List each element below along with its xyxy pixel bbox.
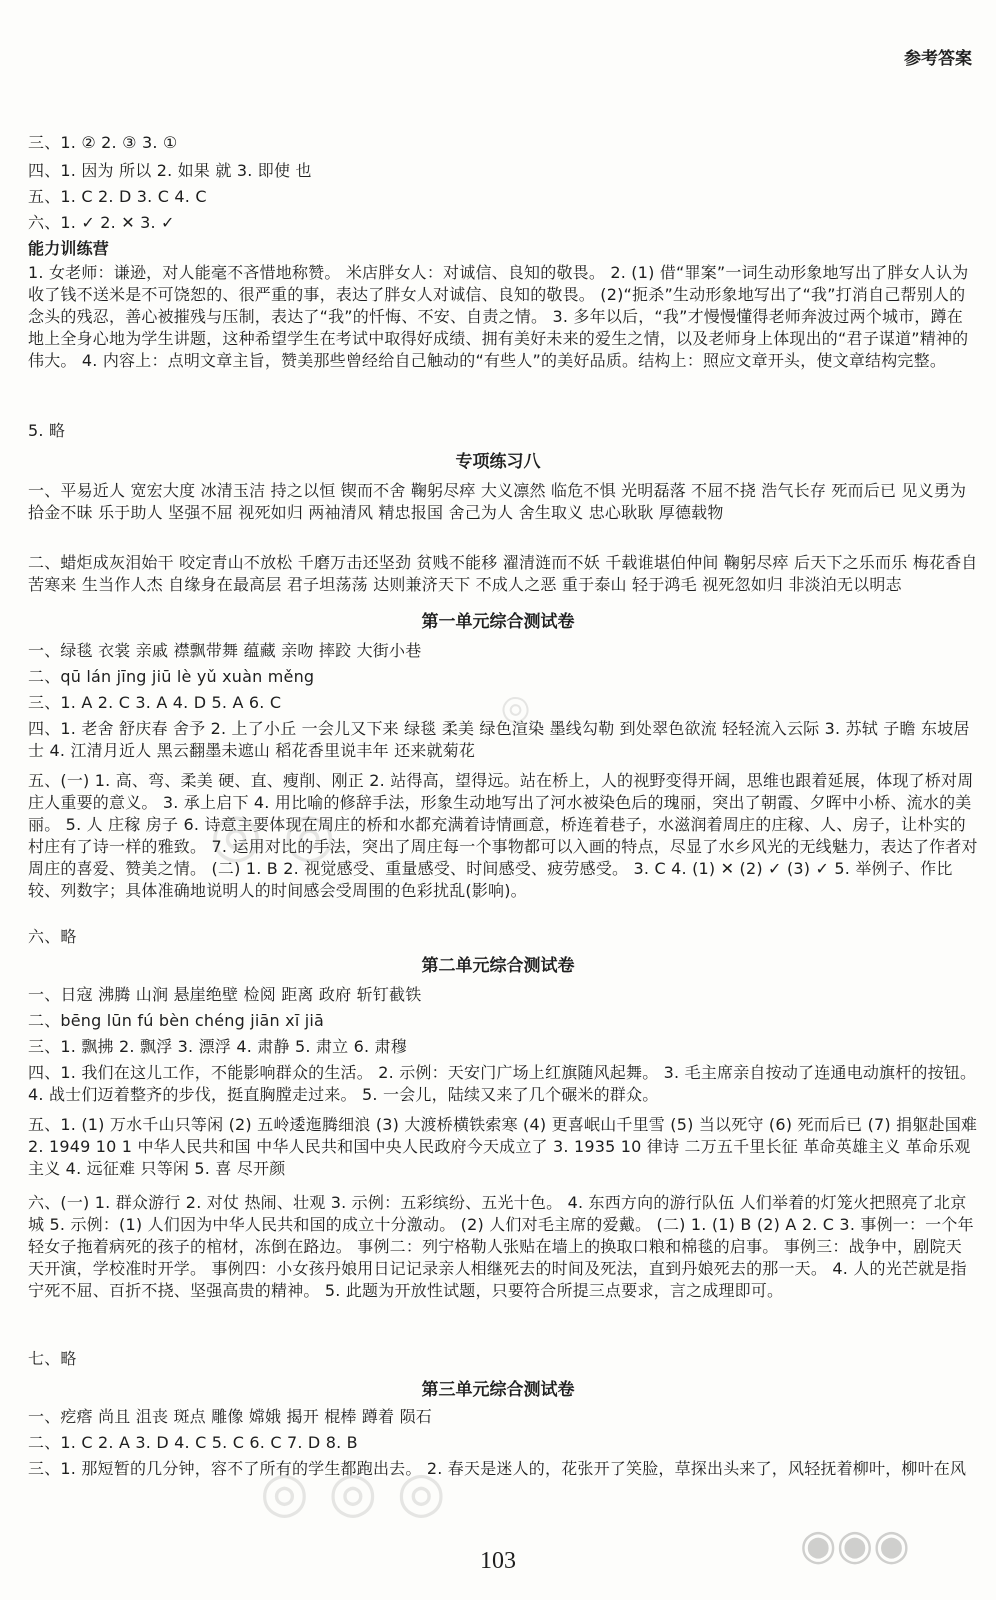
answer-line: 一、绿毯 衣裳 亲戚 襟飘带舞 蕴藏 亲吻 摔跤 大街小巷 [28, 641, 422, 660]
answer-line: 三、1. A 2. C 3. A 4. D 5. A 6. C [28, 693, 282, 712]
section-title: 第二单元综合测试卷 [421, 956, 575, 976]
section-heading: 能力训练营 [28, 239, 110, 258]
site-logo-watermark: ◉◉◉ [800, 1520, 910, 1569]
answer-line: 二、bēng lūn fú bèn chéng jiān xī jiā [28, 1011, 325, 1030]
watermark-text: ◎ ◎ [210, 800, 336, 870]
answer-line: 一、平易近人 宽宏大度 冰清玉洁 持之以恒 锲而不舍 鞠躬尽瘁 大义凛然 临危不惧 光明磊落 不屈不挠 浩气长存 死而后已 见义勇为 拾金不昧 乐于助人 坚强不屈 视死如归 两袖清风 精忠报国 舍己为人 舍生取义 忠心耿耿 厚德载物 [28, 481, 967, 522]
answer-line: 二、1. C 2. A 3. D 4. C 5. C 6. C 7. D 8. B [28, 1433, 358, 1452]
answer-line: 一、日寇 沸腾 山涧 悬崖绝壁 检阅 距离 政府 斩钉截铁 [28, 985, 422, 1004]
answer-line: 五、1. C 2. D 3. C 4. C [28, 187, 207, 206]
answer-line: 1. 女老师：谦逊，对人能毫不吝惜地称赞。 米店胖女人：对诚信、良知的敬畏。 2. (1) 借“罪案”一词生动形象地写出了胖女人认为收了钱不送米是不可饶恕的、很严重的事，表达了胖女人对诚信、良知的敬畏。 (2)“扼杀”生动形象地写出了“我”打消自己帮别人的念头的残忍，善心被摧残与压制，表达了“我”的忏悔、不安、自责之情。 3. 多年以后，“我”才慢慢懂得老师奔波过两个城市，蹲在地上全身心地为学生讲题，这种希望学生在考试中取得好成绩、拥有美好未来的爱生之情，以及老师身上体现出的“君子谋道”精神的伟大。 4. 内容上：点明文章主旨，赞美那些曾经给自己触动的“有些人”的美好品质。结构上：照应文章开头，使文章结构完整。 [28, 263, 969, 370]
answer-line: 四、1. 我们在这儿工作，不能影响群众的生活。 2. 示例：天安门广场上红旗随风起舞。 3. 毛主席亲自按动了连通电动旗杆的按钮。 4. 战士们迈着整齐的步伐，挺直胸膛走过来。 5. 一会儿，陆续又来了几个碾米的群众。 [28, 1063, 977, 1104]
answer-line: 七、略 [28, 1349, 77, 1368]
answer-line: 二、qū lán jīng jiū lè yǔ xuàn měng [28, 667, 315, 686]
answer-line: 六、(一) 1. 群众游行 2. 对仗 热闹、壮观 3. 示例：五彩缤纷、五光十色。 4. 东西方向的游行队伍 人们举着的灯笼火把照亮了北京城 5. 示例：(1) 人们因为中华人民共和国的成立十分激动。 (2) 人们对毛主席的爱戴。 (二) 1. (1) B (2) A 2. C 3. 事例一：一个年轻女子拖着病死的孩子的棺材，冻倒在路边。 事例二：列宁格勒人张贴在墙上的换取口粮和棉毯的启事。 事例三：战争中，剧院天天开演，学校准时开学。 事例四：小女孩丹娘用日记记录亲人相继死去的时间及死法，直到丹娘死去的那一天。 4. 人的光芒就是指宁死不屈、百折不挠、坚强高贵的精神。 5. 此题为开放性试题，只要符合所提三点要求，言之成理即可。 [28, 1193, 974, 1300]
answer-line: 三、1. 飘拂 2. 飘浮 3. 漂浮 4. 肃静 5. 肃立 6. 肃穆 [28, 1037, 407, 1056]
section-title: 专项练习八 [455, 452, 541, 472]
watermark-text: ◎ ◎ ◎ [260, 1460, 446, 1525]
answer-line: 三、1. 那短暂的几分钟，容不了所有的学生都跑出去。 2. 春天是迷人的，花张开了笑脸，草探出头来了，风轻抚着柳叶，柳叶在风 [28, 1459, 967, 1478]
answer-line: 六、1. ✓ 2. ✕ 3. ✓ [28, 213, 175, 232]
page-number: 103 [480, 1548, 516, 1574]
answer-line: 四、1. 老舍 舒庆春 舍予 2. 上了小丘 一会儿又下来 绿毯 柔美 绿色渲染 墨线勾勒 到处翠色欲流 轻轻流入云际 3. 苏轼 子瞻 东坡居士 4. 江清月近人 黑云翻墨未遮山 稻花香里说丰年 还来就菊花 [28, 719, 970, 760]
answer-line: 四、1. 因为 所以 2. 如果 就 3. 即使 也 [28, 161, 312, 180]
section-title: 第一单元综合测试卷 [421, 612, 575, 632]
section-title: 第三单元综合测试卷 [421, 1380, 575, 1400]
answer-line: 三、1. ② 2. ③ 3. ① [28, 133, 178, 152]
answer-line: 二、蜡炬成灰泪始干 咬定青山不放松 千磨万击还坚劲 贫贱不能移 濯清涟而不妖 千载谁堪伯仲间 鞠躬尽瘁 后天下之乐而乐 梅花香自苦寒来 生当作人杰 自缘身在最高层 君子坦荡荡 达则兼济天下 不成人之恶 重于泰山 轻于鸿毛 视死忽如归 非淡泊无以明志 [28, 553, 978, 594]
answer-line: 五、1. (1) 万水千山只等闲 (2) 五岭逶迤腾细浪 (3) 大渡桥横铁索寒 (4) 更喜岷山千里雪 (5) 当以死守 (6) 死而后已 (7) 捐躯赴国难 2. 1949 10 1 中华人民共和国 中华人民共和国中央人民政府今天成立了 3. 1935 10 律诗 二万五千里长征 革命英雄主义 革命乐观主义 4. 远征难 只等闲 5. 喜 尽开颜 [28, 1115, 978, 1178]
watermark-stamp: ◎ [494, 684, 536, 732]
answer-line: 一、疙瘩 尚且 沮丧 斑点 雕像 嫦娥 揭开 棍棒 蹲着 陨石 [28, 1407, 432, 1426]
answer-line: 六、略 [28, 927, 77, 946]
page-header: 参考答案 [904, 49, 972, 69]
answer-line: 5. 略 [28, 421, 66, 440]
answer-line: 五、(一) 1. 高、弯、柔美 硬、直、瘦削、刚正 2. 站得高，望得远。站在桥上，人的视野变得开阔，思维也跟着延展，体现了桥对周庄人重要的意义。 3. 承上启下 4. 用比喻的修辞手法，形象生动地写出了河水被染色后的瑰丽，突出了朝霞、夕晖中小桥、流水的美丽。 5. 人 庄稼 房子 6. 诗意主要体现在周庄的桥和水都充满着诗情画意，桥连着巷子，水滋润着周庄的庄稼、人、房子，让朴实的村庄有了诗一样的雅致。 7. 运用对比的手法，突出了周庄每一个事物都可以入画的特点，尽显了水乡风光的无线魅力，表达了作者对周庄的喜爱、赞美之情。 (二) 1. B 2. 视觉感受、重量感受、时间感受、疲劳感受。 3. C 4. (1) ✕ (2) ✓ (3) ✓ 5. 举例子、作比较、列数字；具体准确地说明人的时间感会受周围的色彩扰乱(影响)。 [28, 771, 978, 900]
